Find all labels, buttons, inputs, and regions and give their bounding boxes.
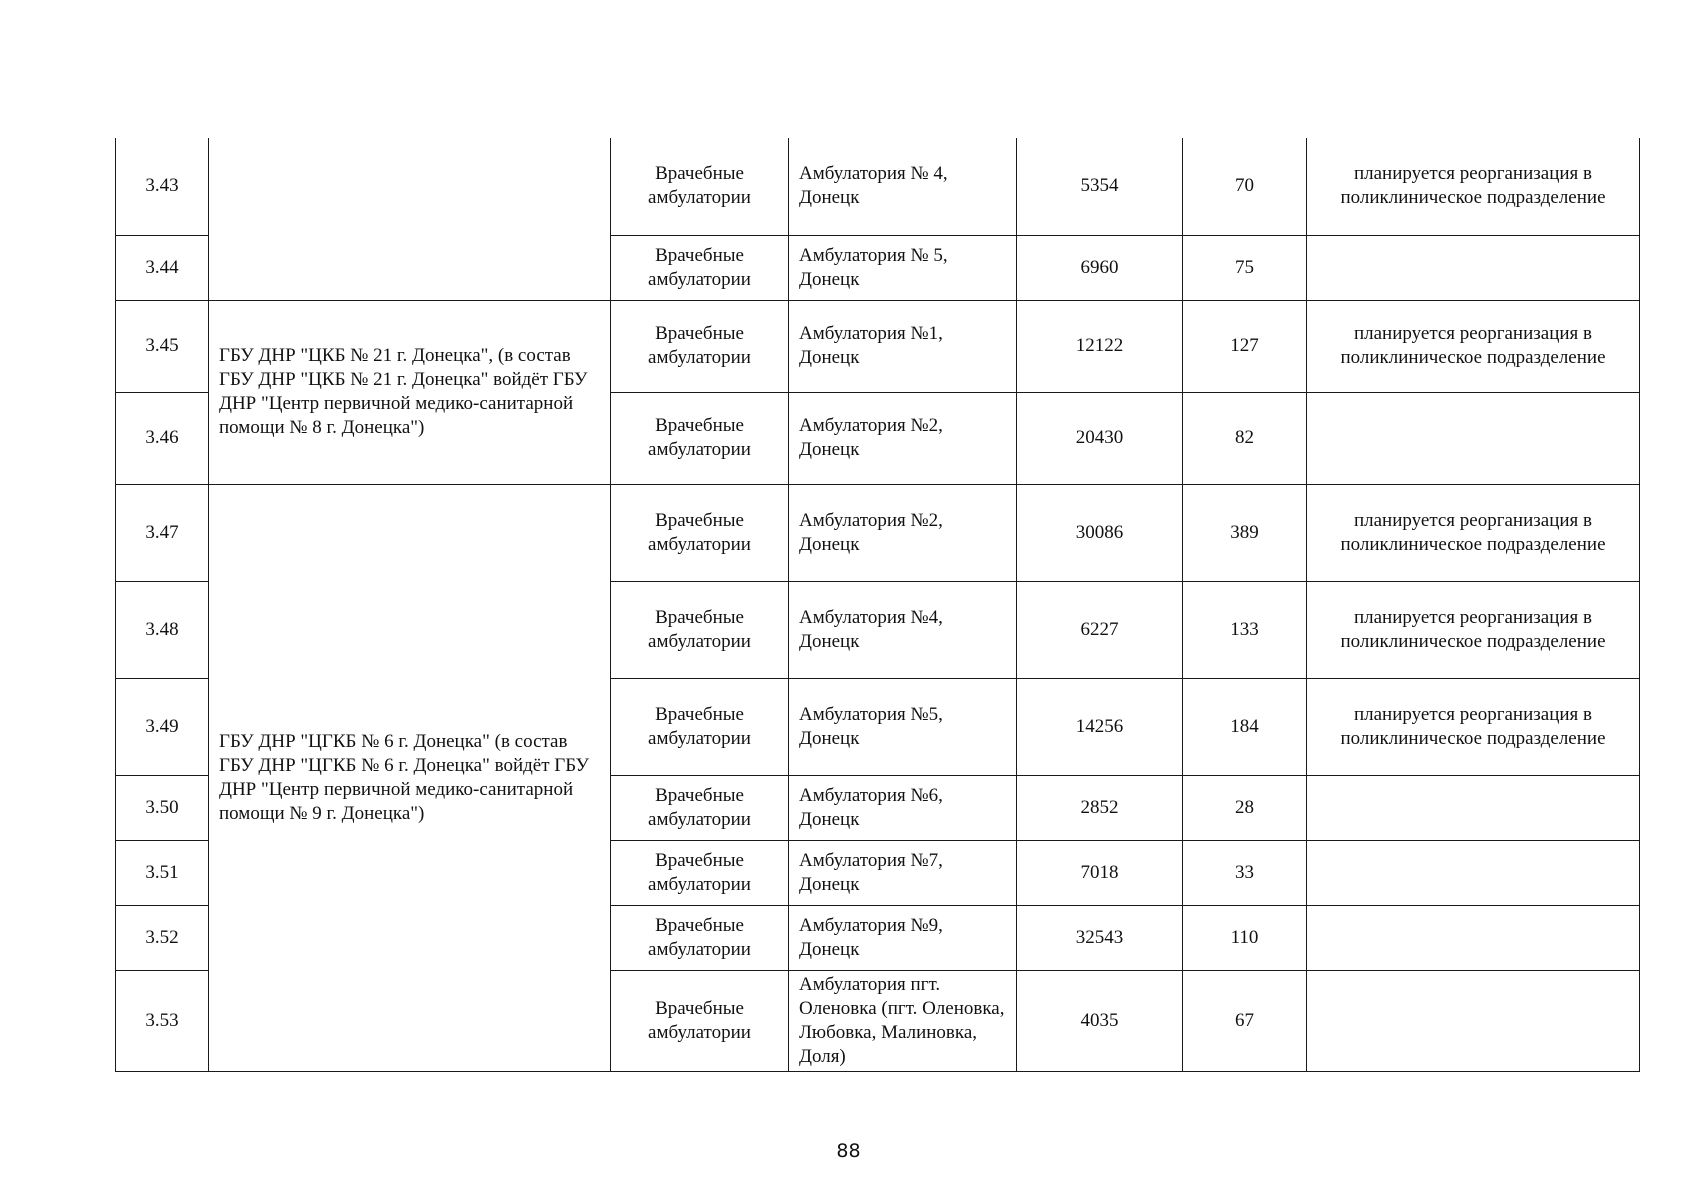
note-cell	[1307, 235, 1640, 300]
note-cell: планируется реорганизация в поликлиническое подразделение	[1307, 581, 1640, 678]
note-cell: планируется реорганизация в поликлиническое подразделение	[1307, 300, 1640, 392]
note-cell: планируется реорганизация в поликлиническое подразделение	[1307, 138, 1640, 235]
facility-name: Амбулатория №9, Донецк	[789, 905, 1017, 970]
facility-name: Амбулатория №4, Донецк	[789, 581, 1017, 678]
organization-cell: ГБУ ДНР "ЦКБ № 21 г. Донецка", (в состав ГБУ ДНР "ЦКБ № 21 г. Донецка" войдёт ГБУ ДНР "Центр первичной медико-санитарной помощи № 8 г. Донецка")	[209, 300, 611, 484]
visits-value: 82	[1183, 392, 1307, 484]
row-number: 3.44	[116, 235, 209, 300]
population-value: 12122	[1017, 300, 1183, 392]
facility-type: Врачебные амбулатории	[611, 392, 789, 484]
population-value: 5354	[1017, 138, 1183, 235]
visits-value: 110	[1183, 905, 1307, 970]
note-cell	[1307, 905, 1640, 970]
facility-name: Амбулатория № 4, Донецк	[789, 138, 1017, 235]
note-cell	[1307, 392, 1640, 484]
row-number: 3.53	[116, 970, 209, 1071]
facility-type: Врачебные амбулатории	[611, 300, 789, 392]
row-number: 3.52	[116, 905, 209, 970]
visits-value: 67	[1183, 970, 1307, 1071]
population-value: 20430	[1017, 392, 1183, 484]
population-value: 32543	[1017, 905, 1183, 970]
facility-type: Врачебные амбулатории	[611, 840, 789, 905]
facility-type: Врачебные амбулатории	[611, 581, 789, 678]
row-number: 3.46	[116, 392, 209, 484]
facility-type: Врачебные амбулатории	[611, 678, 789, 775]
visits-value: 75	[1183, 235, 1307, 300]
facility-name: Амбулатория пгт. Оленовка (пгт. Оленовка, Любовка, Малиновка, Доля)	[789, 970, 1017, 1071]
facilities-table	[115, 138, 1640, 1072]
row-number: 3.48	[116, 581, 209, 678]
population-value: 6960	[1017, 235, 1183, 300]
population-value: 14256	[1017, 678, 1183, 775]
population-value: 7018	[1017, 840, 1183, 905]
visits-value: 70	[1183, 138, 1307, 235]
facility-type: Врачебные амбулатории	[611, 970, 789, 1071]
facility-type: Врачебные амбулатории	[611, 775, 789, 840]
facility-type: Врачебные амбулатории	[611, 138, 789, 235]
population-value: 2852	[1017, 775, 1183, 840]
note-cell: планируется реорганизация в поликлиническое подразделение	[1307, 484, 1640, 581]
visits-value: 33	[1183, 840, 1307, 905]
facility-name: Амбулатория №5, Донецк	[789, 678, 1017, 775]
facility-name: Амбулатория №6, Донецк	[789, 775, 1017, 840]
table-row	[116, 300, 1640, 392]
note-cell: планируется реорганизация в поликлиническое подразделение	[1307, 678, 1640, 775]
row-number: 3.43	[116, 138, 209, 235]
facility-name: Амбулатория №2, Донецк	[789, 392, 1017, 484]
row-number: 3.45	[116, 300, 209, 392]
note-cell	[1307, 775, 1640, 840]
visits-value: 389	[1183, 484, 1307, 581]
organization-cell	[209, 138, 611, 300]
row-number: 3.49	[116, 678, 209, 775]
facility-name: Амбулатория № 5, Донецк	[789, 235, 1017, 300]
table-row	[116, 138, 1640, 235]
row-number: 3.51	[116, 840, 209, 905]
facility-type: Врачебные амбулатории	[611, 484, 789, 581]
facility-type: Врачебные амбулатории	[611, 235, 789, 300]
population-value: 6227	[1017, 581, 1183, 678]
page-number: 88	[836, 1140, 861, 1162]
population-value: 30086	[1017, 484, 1183, 581]
table-row	[116, 484, 1640, 581]
population-value: 4035	[1017, 970, 1183, 1071]
facility-name: Амбулатория №2, Донецк	[789, 484, 1017, 581]
facility-name: Амбулатория №1, Донецк	[789, 300, 1017, 392]
facility-type: Врачебные амбулатории	[611, 905, 789, 970]
visits-value: 28	[1183, 775, 1307, 840]
note-cell	[1307, 970, 1640, 1071]
visits-value: 184	[1183, 678, 1307, 775]
facility-name: Амбулатория №7, Донецк	[789, 840, 1017, 905]
note-cell	[1307, 840, 1640, 905]
row-number: 3.50	[116, 775, 209, 840]
visits-value: 133	[1183, 581, 1307, 678]
row-number: 3.47	[116, 484, 209, 581]
visits-value: 127	[1183, 300, 1307, 392]
organization-cell: ГБУ ДНР "ЦГКБ № 6 г. Донецка" (в состав ГБУ ДНР "ЦГКБ № 6 г. Донецка" войдёт ГБУ ДНР "Центр первичной медико-санитарной помощи № 9 г. Донецка")	[209, 484, 611, 1071]
